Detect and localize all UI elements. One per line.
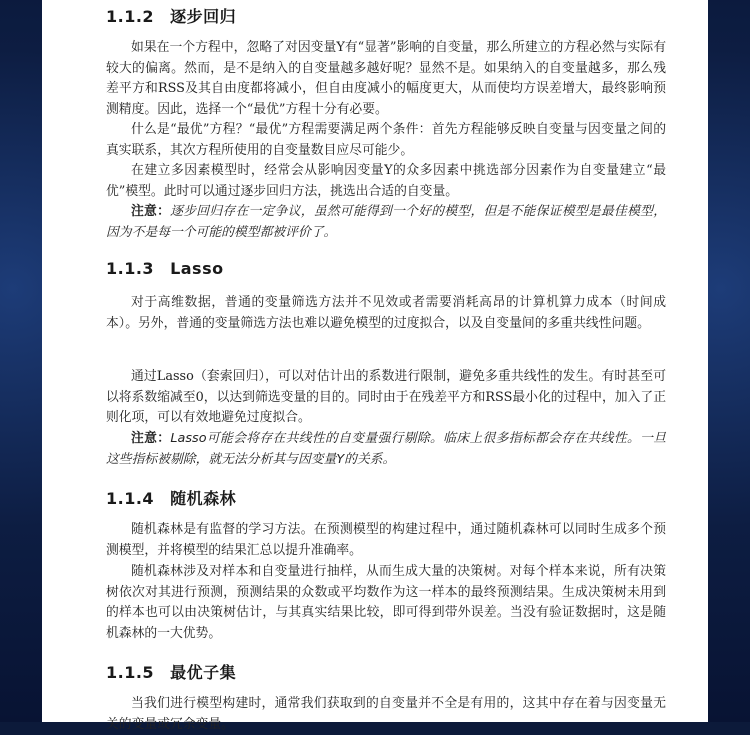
- section-title: 最优子集: [170, 663, 237, 682]
- note-text: Lasso可能会将存在共线性的自变量强行剔除。临床上很多指标都会存在共线性。一旦这些指标被剔除，就无法分析其与因变量Y的关系。: [106, 431, 667, 467]
- paragraph: 当我们进行模型构建时，通常我们获取到的自变量并不全是有用的，这其中存在着与因变量无关的变量或冗余变量。: [106, 696, 666, 732]
- section-heading-random-forest: [106, 486, 236, 509]
- section-number: 1.1.3: [106, 259, 155, 278]
- section-number: 1.1.2: [106, 7, 155, 26]
- note-label: 注意：: [131, 431, 171, 446]
- paragraph: 什么是“最优”方程？“最优”方程需要满足两个条件：首先方程能够反映自变量与因变量之间的真实联系，其次方程所使用的自变量数目应尽可能少。: [106, 122, 666, 158]
- section-title: 逐步回归: [170, 7, 237, 26]
- note: [106, 202, 666, 243]
- note-text: 逐步回归存在一定争议，虽然可能得到一个好的模型，但是不能保证模型是最佳模型，因为不是每一个可能的模型都被评价了。: [106, 204, 667, 240]
- section-heading-stepwise: [106, 4, 236, 27]
- paragraph: 对于高维数据，普通的变量筛选方法并不见效或者需要消耗高昂的计算机算力成本（时间成本）。另外，普通的变量筛选方法也难以避免模型的过度拟合，以及自变量间的多重共线性问题。: [106, 295, 666, 331]
- section-title: 随机森林: [170, 489, 237, 508]
- note-label: 注意：: [131, 204, 171, 219]
- paragraph: 通过Lasso（套索回归），可以对估计出的系数进行限制，避免多重共线性的发生。有时甚至可以将系数缩减至0，以达到筛选变量的目的。同时由于在残差平方和RSS最小化的过程中，加入了正则化项，可以有效地避免过度拟合。: [106, 369, 666, 425]
- note: [106, 429, 666, 470]
- paragraph: 在建立多因素模型时，经常会从影响因变量Y的众多因素中挑选部分因素作为自变量建立“最优”模型。此时可以通过逐步回归方法，挑选出合适的自变量。: [106, 163, 666, 199]
- paragraph: 如果在一个方程中，忽略了对因变量Y有“显著”影响的自变量，那么所建立的方程必然与实际有较大的偏离。然而，是不是纳入的自变量越多越好呢？显然不是。如果纳入的自变量越多，那么残差平方和RSS及其自由度都将减小，但自由度减小的幅度更大，从而使均方误差增大，最终影响预测精度。因此，选择一个“最优”方程十分有必要。: [106, 40, 666, 117]
- paragraph: 随机森林涉及对样本和自变量进行抽样，从而生成大量的决策树。对每个样本来说，所有决策树依次对其进行预测，预测结果的众数或平均数作为这一样本的最终预测结果。生成决策树未用到的样本也可以由决策树估计，与其真实结果比较，即可得到带外误差。当没有验证数据时，这是随机森林的一大优势。: [106, 564, 666, 641]
- paragraph: 随机森林是有监督的学习方法。在预测模型的构建过程中，通过随机森林可以同时生成多个预测模型，并将模型的结果汇总以提升准确率。: [106, 522, 666, 558]
- document-page: [42, 0, 708, 732]
- section-number: 1.1.5: [106, 663, 155, 682]
- background-left: [0, 0, 42, 722]
- section-heading-lasso: [106, 259, 224, 278]
- background-right: [708, 0, 750, 722]
- section-title: Lasso: [170, 259, 224, 278]
- section-heading-best-subset: [106, 660, 236, 683]
- section-number: 1.1.4: [106, 489, 155, 508]
